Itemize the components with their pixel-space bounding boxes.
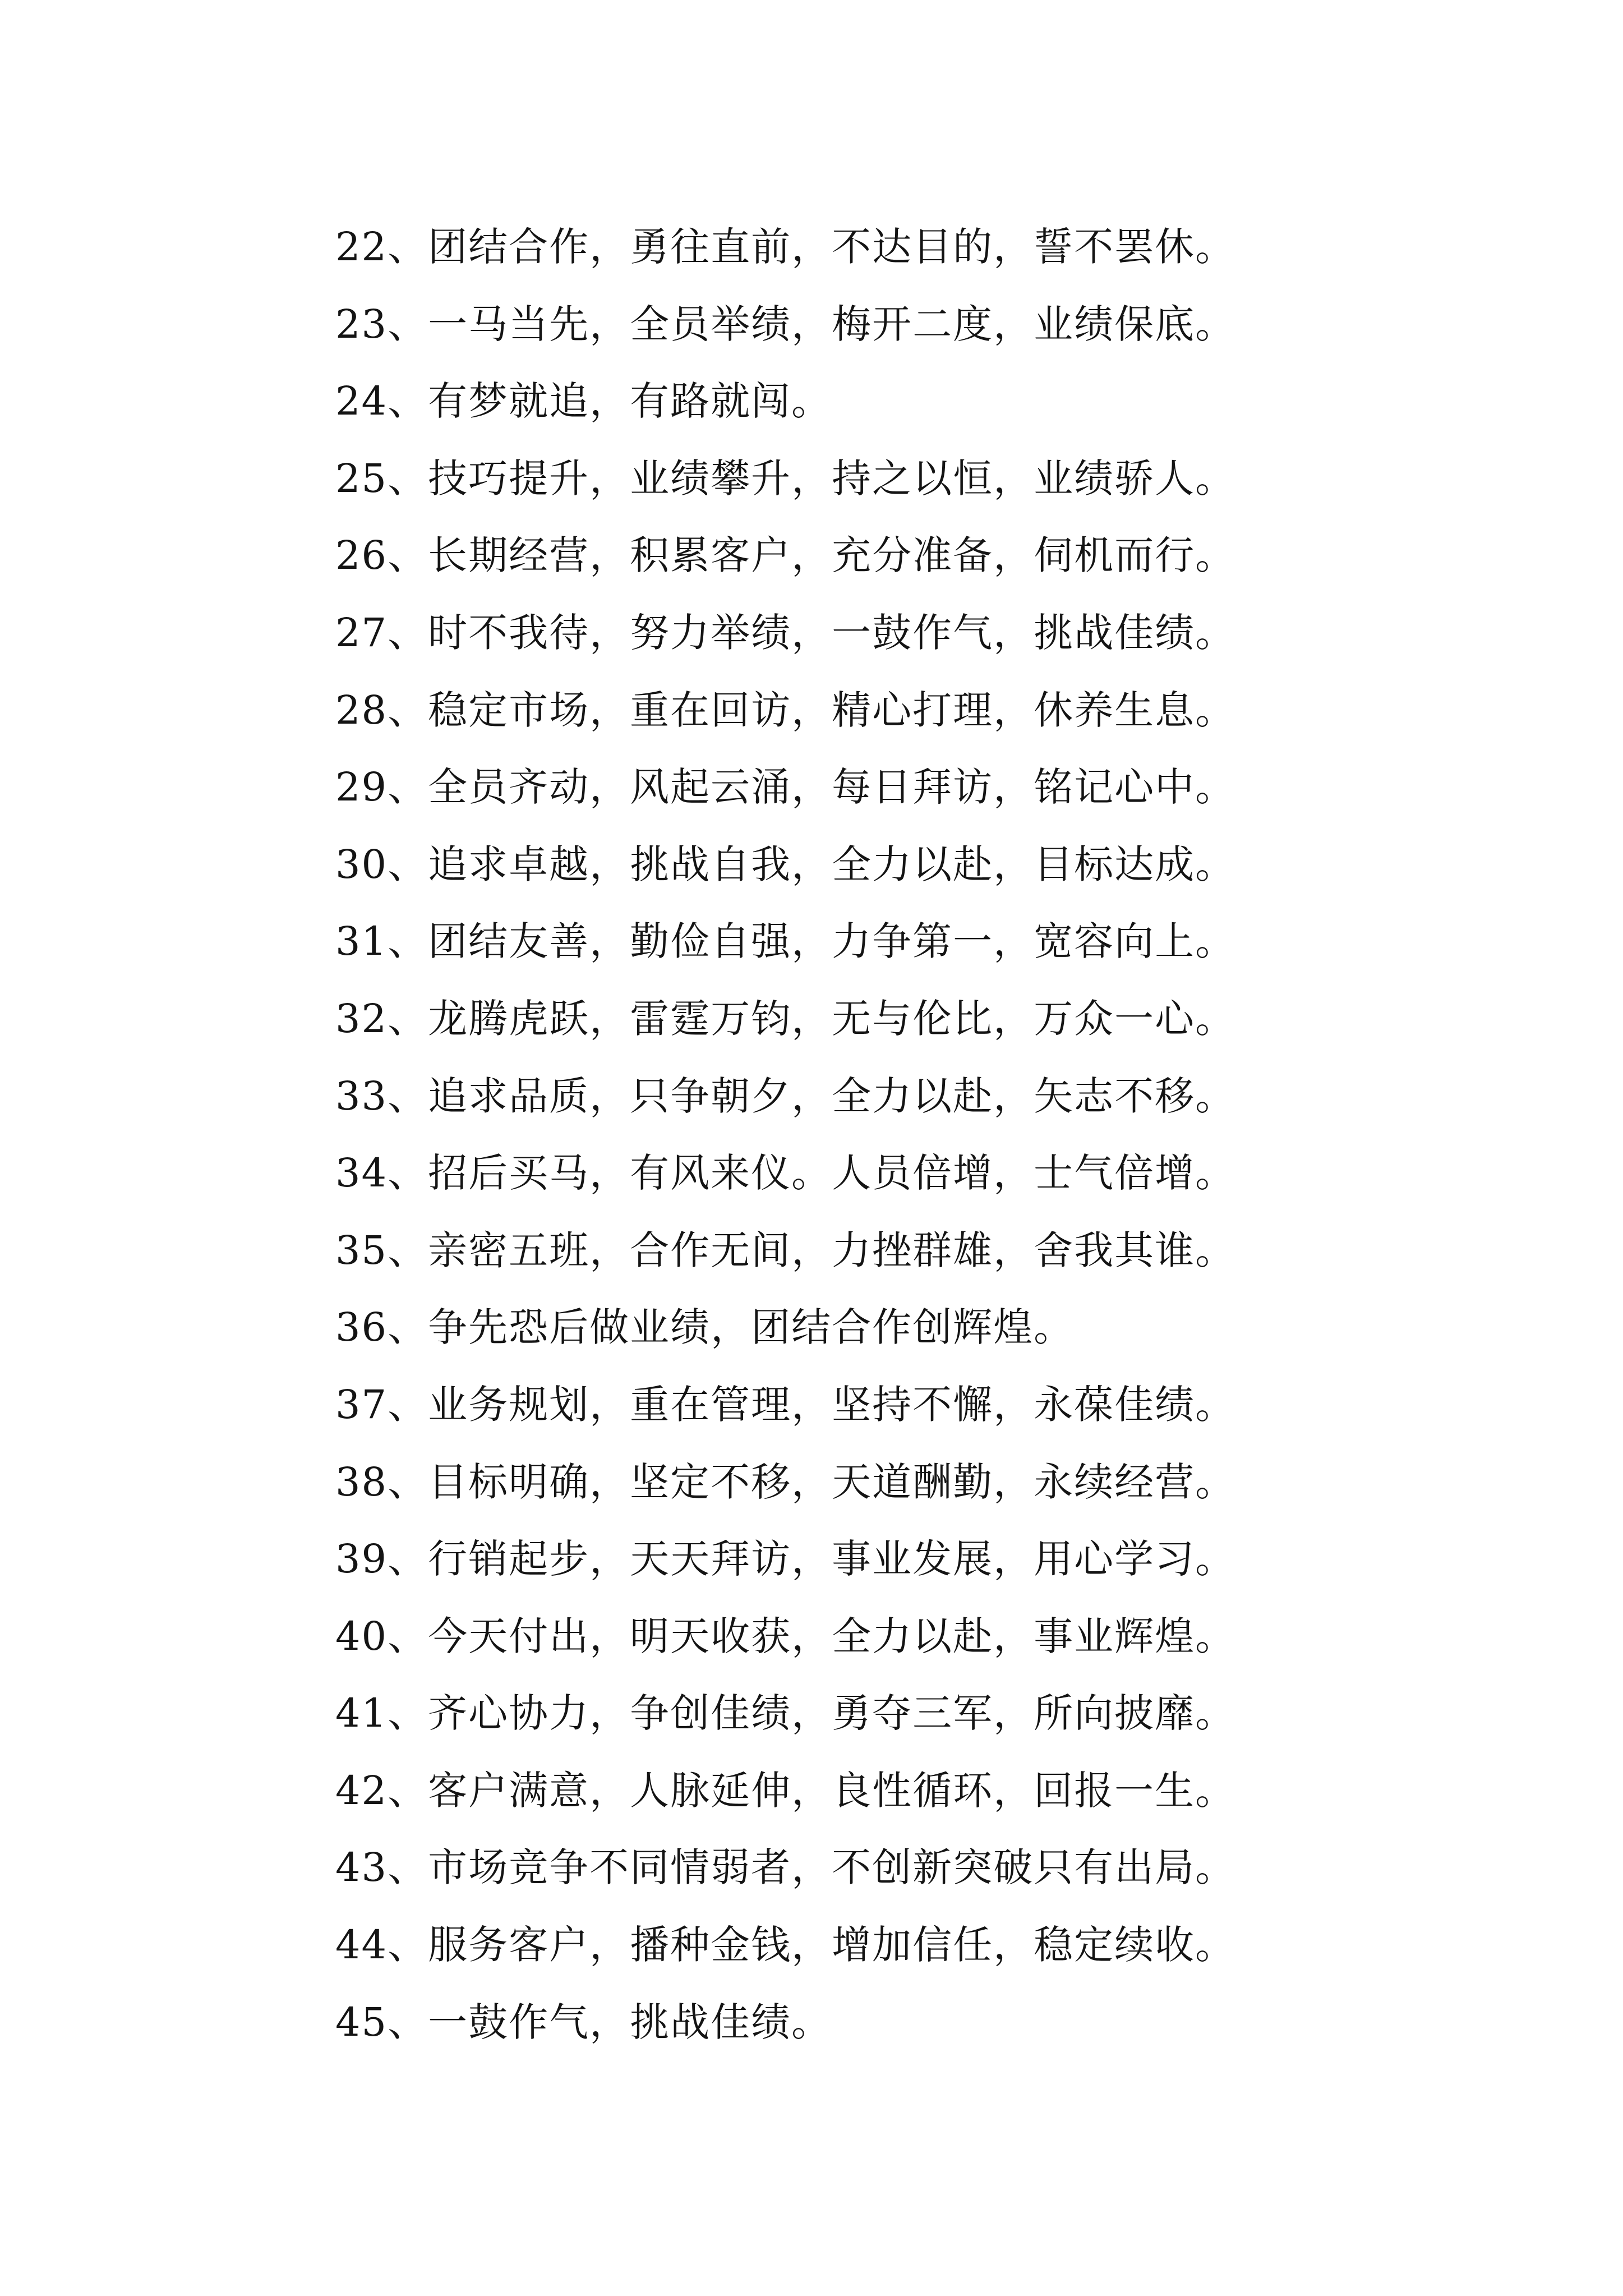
list-item: 33、追求品质，只争朝夕，全力以赴，矢志不移。 — [335, 1073, 1236, 1119]
list-item: 43、市场竞争不同情弱者，不创新突破只有出局。 — [335, 1844, 1236, 1891]
list-item: 38、目标明确，坚定不移，天道酬勤，永续经营。 — [335, 1458, 1236, 1505]
list-item: 41、齐心协力，争创佳绩，勇夺三军，所向披靡。 — [335, 1690, 1236, 1737]
list-item: 24、有梦就追，有路就闯。 — [335, 378, 832, 425]
list-item: 31、团结友善，勤俭自强，力争第一，宽容向上。 — [335, 918, 1236, 965]
list-item: 30、追求卓越，挑战自我，全力以赴，目标达成。 — [335, 841, 1236, 887]
list-item: 23、一马当先，全员举绩，梅开二度，业绩保底。 — [335, 301, 1236, 347]
list-item: 36、争先恐后做业绩，团结合作创辉煌。 — [335, 1304, 1075, 1351]
list-item: 35、亲密五班，合作无间，力挫群雄，舍我其谁。 — [335, 1227, 1236, 1273]
list-item: 44、服务客户，播种金钱，增加信任，稳定续收。 — [335, 1922, 1236, 1968]
list-item: 39、行销起步，天天拜访，事业发展，用心学习。 — [335, 1536, 1236, 1582]
slogan-list — [335, 209, 1300, 2061]
list-item: 25、技巧提升，业绩攀升，持之以恒，业绩骄人。 — [335, 455, 1236, 501]
list-item: 27、时不我待，努力举绩，一鼓作气，挑战佳绩。 — [335, 609, 1236, 656]
list-item: 42、客户满意，人脉延伸，良性循环，回报一生。 — [335, 1767, 1236, 1814]
list-item: 32、龙腾虎跃，雷霆万钧，无与伦比，万众一心。 — [335, 995, 1236, 1042]
list-item: 29、全员齐动，风起云涌，每日拜访，铭记心中。 — [335, 764, 1236, 811]
list-item: 22、团结合作，勇往直前，不达目的，誓不罢休。 — [335, 224, 1236, 270]
list-item: 40、今天付出，明天收获，全力以赴，事业辉煌。 — [335, 1613, 1236, 1659]
list-item: 45、一鼓作气，挑战佳绩。 — [335, 1999, 832, 2045]
list-item: 28、稳定市场，重在回访，精心打理，休养生息。 — [335, 687, 1236, 733]
list-item: 34、招后买马，有风来仪。人员倍增，士气倍增。 — [335, 1150, 1236, 1197]
list-item: 37、业务规划，重在管理，坚持不懈，永葆佳绩。 — [335, 1381, 1236, 1428]
list-item: 26、长期经营，积累客户，充分准备，伺机而行。 — [335, 532, 1236, 579]
